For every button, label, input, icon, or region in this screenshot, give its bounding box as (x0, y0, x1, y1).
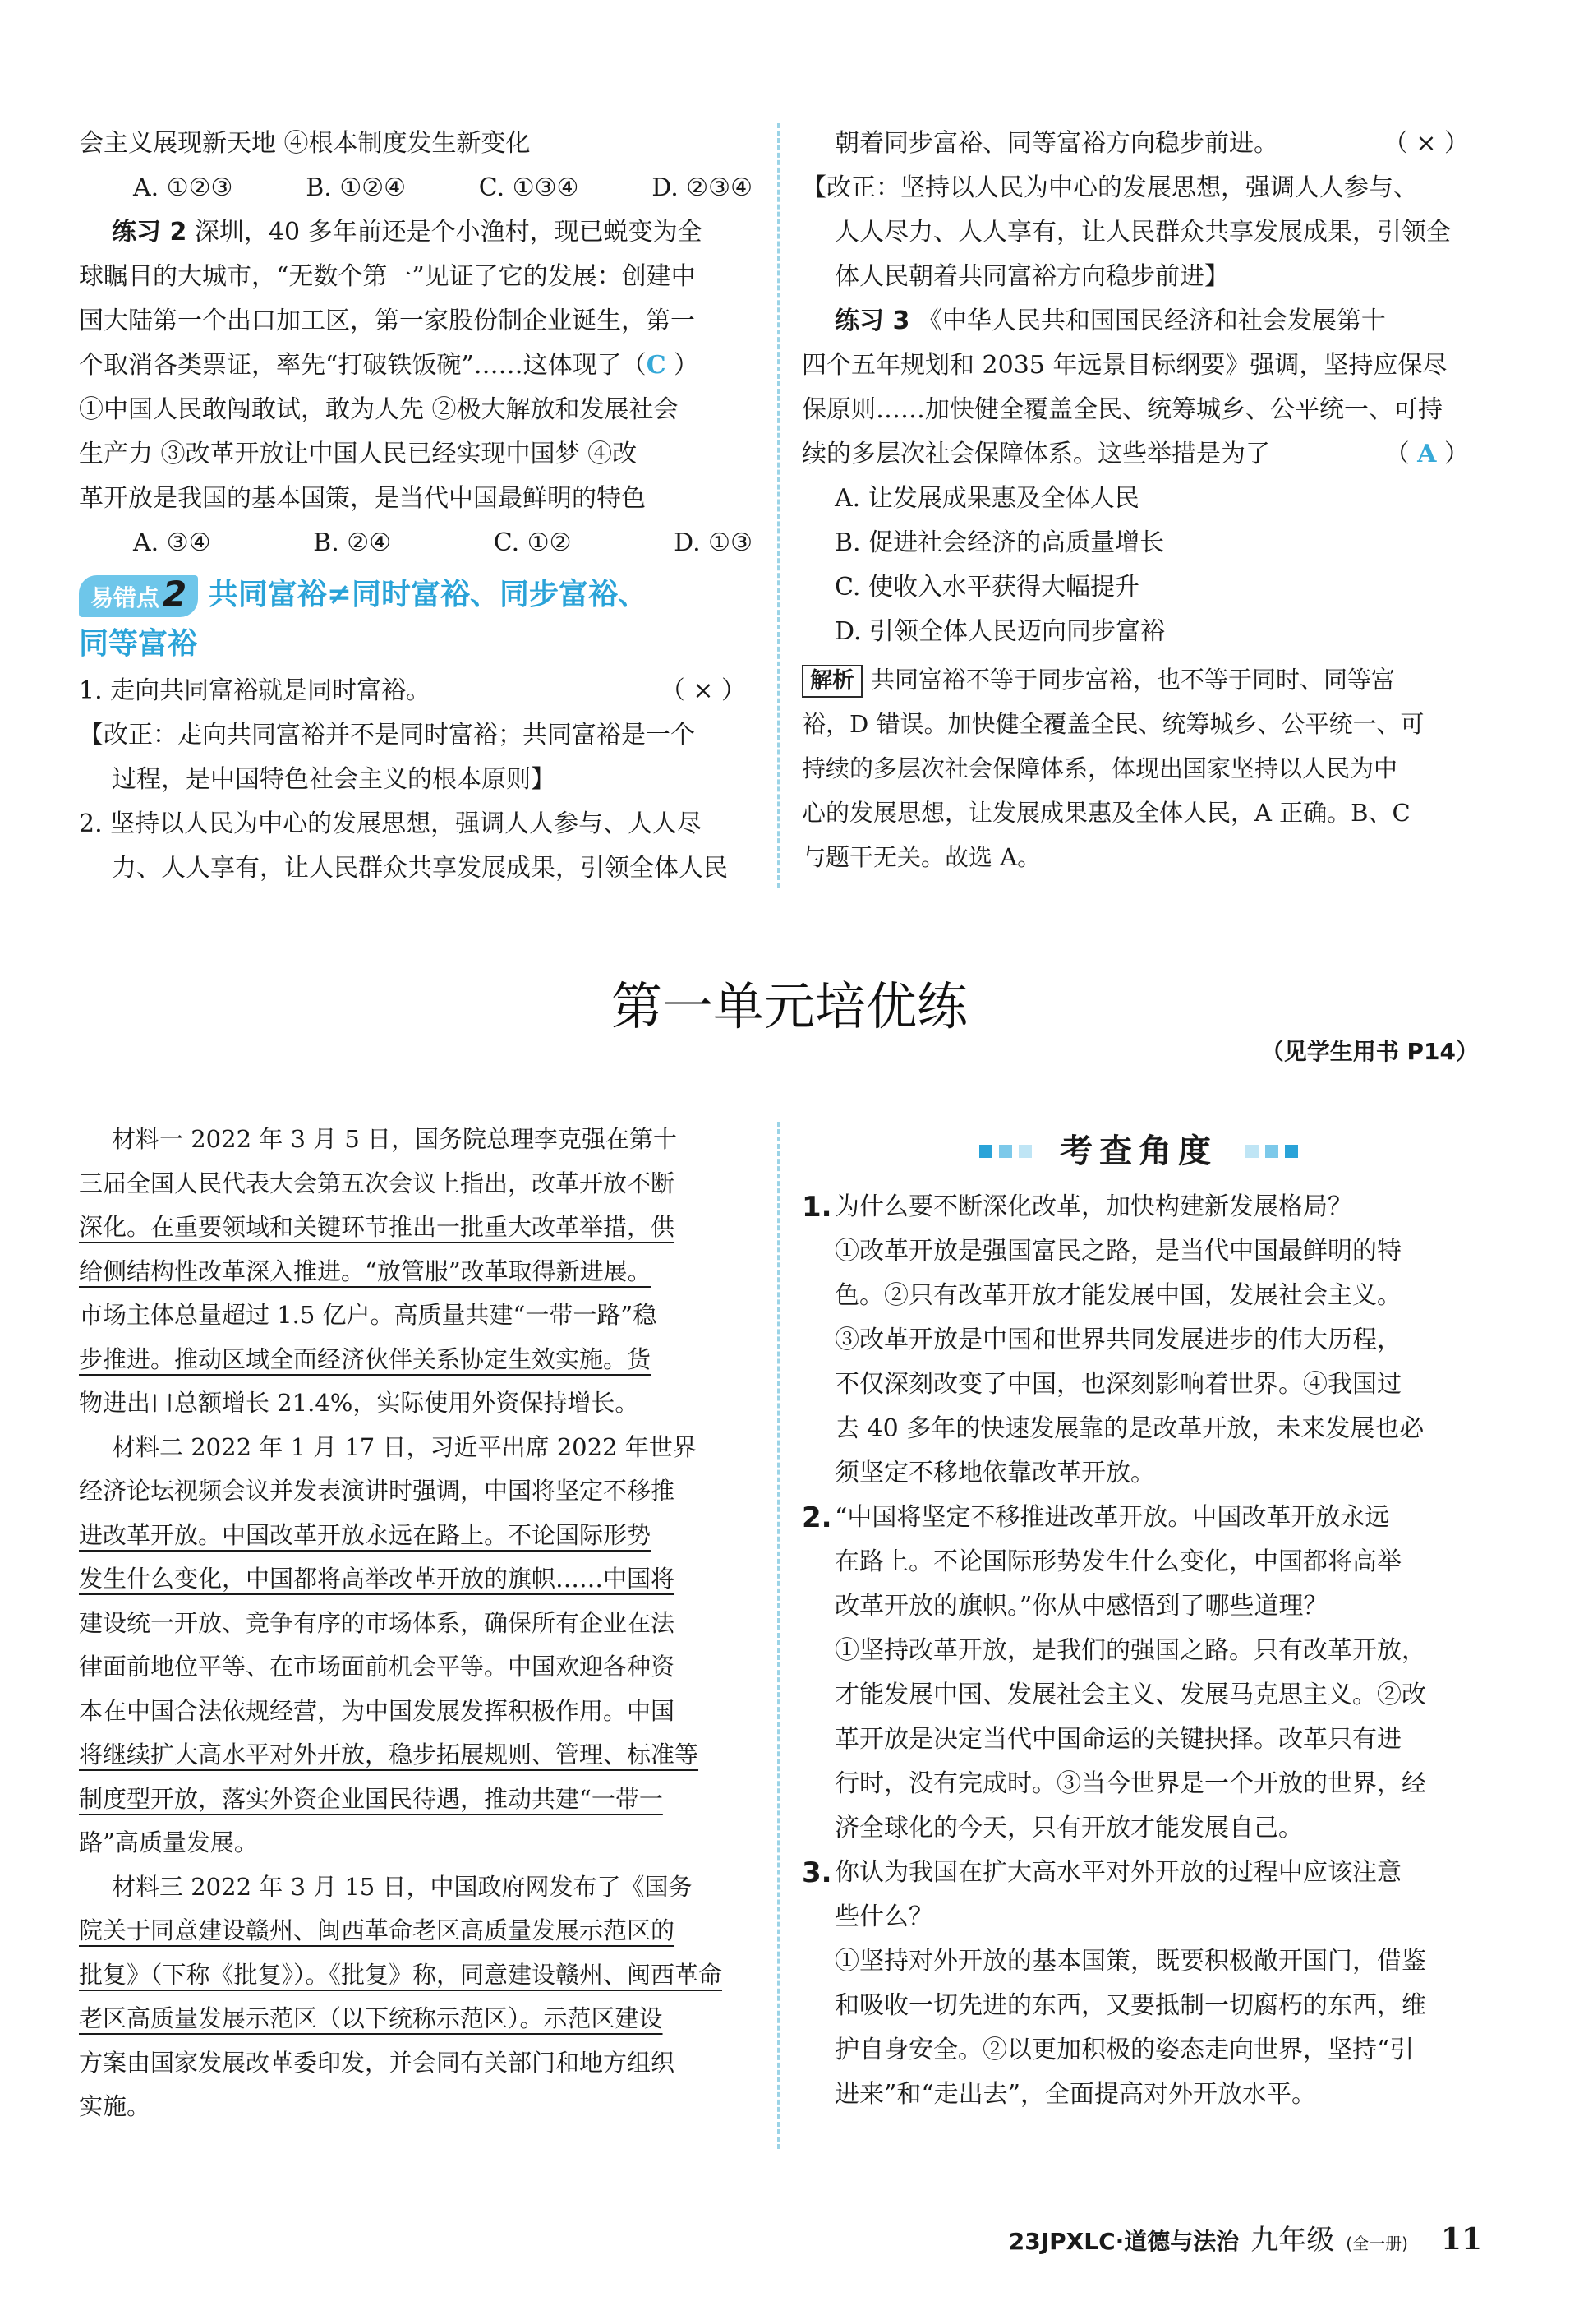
text-line: 深圳，40 多年前还是个小渔村，现已蜕变为全 (194, 218, 702, 247)
option-b: B. 促进社会经济的高质量增长 (835, 528, 1165, 557)
question-text: 为什么要不断深化改革，加快构建新发展格局？ (835, 1192, 1352, 1221)
text-line: 球瞩目的大城市，“无数个第一”见证了它的发展：创建中 (79, 262, 696, 291)
material-line: 市场主体总量超过 1.5 亿户。高质量共建“一带一路”稳 (79, 1301, 657, 1329)
volume-label: (全一册) (1346, 2234, 1408, 2253)
answer-line: 济全球化的今天，只有开放才能发展自己。 (835, 1814, 1303, 1842)
question-number: 2. (802, 1501, 832, 1534)
text-line: 四个五年规划和 2035 年远景目标纲要》强调，坚持应保尽 (802, 351, 1448, 380)
judgement-2: 2. 坚持以人民为中心的发展思想，强调人人参与、人人尽 (79, 809, 702, 838)
answer-line: ①改革开放是强国富民之路，是当代中国最鲜明的特 (835, 1237, 1402, 1266)
option-c: C. ①② (493, 528, 572, 557)
section-title: 第一单元培优练 (610, 976, 968, 1036)
analysis-line: 共同富裕不等于同步富裕，也不等于同时、同等富 (871, 666, 1396, 694)
options-row-1 (79, 166, 753, 210)
exercise-label: 练习 3 (835, 307, 910, 335)
option-d: D. ①③ (674, 528, 753, 557)
material-line: 深化。在重要领域和关键环节推出一批重大改革举措，供 (79, 1213, 675, 1241)
decoration-square (979, 1145, 992, 1158)
judgement-mark: （ × ） (1383, 129, 1469, 158)
error-point-badge: 易错点2 (79, 575, 198, 617)
material-line: 2022 年 3 月 15 日，中国政府网发布了《国务 (191, 1872, 693, 1901)
book-code: 23JPXLC·道德与法治 (1008, 2228, 1240, 2255)
material-line: 实施。 (79, 2092, 151, 2120)
analysis-line: 与题干无关。故选 A。 (802, 843, 1042, 871)
question-1 (802, 1185, 1475, 1229)
question-text: “中国将坚定不移推进改革开放。中国改革开放永远 (835, 1503, 1390, 1532)
handwritten-answer: C (646, 351, 666, 380)
option-c: C. ①③④ (478, 173, 579, 202)
error-point-title: 共同富裕≠同时富裕、同步富裕、 (208, 578, 647, 611)
material-line: 制度型开放，落实外资企业国民待遇，推动共建“一带一 (79, 1784, 663, 1813)
question-text: 些什么？ (835, 1902, 933, 1931)
material-line: 经济论坛视频会议并发表演讲时强调，中国将坚定不移推 (79, 1477, 675, 1505)
exam-heading-text: 考查角度 (1060, 1132, 1218, 1170)
judgement-mark: （ × ） (660, 676, 746, 705)
question-text: 在路上。不论国际形势发生什么变化，中国都将高举 (835, 1547, 1402, 1576)
material-line: 进改革开放。中国改革开放永远在路上。不论国际形势 (79, 1520, 651, 1549)
grade-label: 九年级 (1250, 2224, 1335, 2257)
correction-line: 【改正：坚持以人民为中心的发展思想，强调人人参与、 (802, 173, 1418, 202)
material-line: 律面前地位平等、在市场面前机会平等。中国欢迎各种资 (79, 1653, 675, 1681)
material-line: 院关于同意建设赣州、闽西革命老区高质量发展示范区的 (79, 1916, 675, 1944)
answer-line: ③改革开放是中国和世界共同发展进步的伟大历程， (835, 1326, 1402, 1354)
exam-heading (802, 1126, 1475, 1177)
material-line: 老区高质量发展示范区（以下统称示范区）。示范区建设 (79, 2004, 663, 2032)
answer-line: 和吸收一切先进的东西，又要抵制一切腐朽的东西，维 (835, 1991, 1426, 2020)
question-text: 你认为我国在扩大高水平对外开放的过程中应该注意 (835, 1858, 1402, 1887)
handwritten-answer: A (1417, 440, 1437, 468)
analysis-line: 持续的多层次社会保障体系，体现出国家坚持以人民为中 (802, 754, 1398, 782)
answer-line: 不仅深刻改变了中国，也深刻影响着世界。④我国过 (835, 1370, 1402, 1399)
text-line: 生产力 ③改革开放让中国人民已经实现中国梦 ④改 (79, 440, 638, 468)
material-line: 步推进。推动区域全面经济伙伴关系协定生效实施。货 (79, 1344, 651, 1373)
textbook-reference: （见学生用书 P14） (1260, 1038, 1479, 1065)
analysis-line: 心的发展思想，让发展成果惠及全体人民，A 正确。B、C (802, 799, 1411, 827)
option-c: C. 使收入水平获得大幅提升 (835, 573, 1139, 602)
option-b: B. ②④ (313, 528, 392, 557)
answer-line: 须坚定不移地依靠改革开放。 (835, 1459, 1155, 1487)
decoration-square (1285, 1145, 1298, 1158)
answer-line: ①坚持对外开放的基本国策，既要积极敞开国门，借鉴 (835, 1947, 1426, 1976)
answer-line: 进来”和“走出去”，全面提高对外开放水平。 (835, 2080, 1317, 2109)
material-label: 材料三 (112, 1872, 184, 1901)
question-text: 改革开放的旗帜。”你从中感悟到了哪些道理？ (835, 1592, 1328, 1621)
option-a: A. 让发展成果惠及全体人民 (835, 484, 1139, 513)
text-line: 朝着同步富裕、同等富裕方向稳步前进。 (835, 129, 1278, 158)
material-line: 三届全国人民代表大会第五次会议上指出，改革开放不断 (79, 1169, 675, 1197)
text-line: 保原则……加快健全覆盖全民、统筹城乡、公平统一、可持 (802, 395, 1443, 424)
judgement-2-cont: 力、人人享有，让人民群众共享发展成果，引领全体人民 (112, 854, 728, 883)
material-line: 发生什么变化，中国都将高举改革开放的旗帜……中国将 (79, 1565, 675, 1593)
analysis-label: 解析 (802, 665, 863, 698)
material-line: 2022 年 1 月 17 日，习近平出席 2022 年世界 (191, 1432, 697, 1461)
question-3 (802, 1851, 1475, 1895)
option-a: A. ③④ (133, 528, 211, 557)
answer-line: 去 40 多年的快速发展靠的是改革开放，未来发展也必 (835, 1414, 1425, 1443)
correction-line: 体人民朝着共同富裕方向稳步前进】 (835, 262, 1229, 291)
material-line: 批复》（下称《批复》）。《批复》称，同意建设赣州、闽西革命 (79, 1960, 723, 1989)
answer-line: 革开放是决定当代中国命运的关键抉择。改革只有进 (835, 1725, 1402, 1754)
column-divider-bottom (777, 1122, 780, 2149)
text-line: 国大陆第一个出口加工区，第一家股份制企业诞生，第一 (79, 307, 695, 335)
text-line: 会主义展现新天地 ④根本制度发生新变化 (79, 129, 531, 158)
option-b: B. ①②④ (306, 173, 407, 202)
correction-line: 人人尽力、人人享有，让人民群众共享发展成果，引领全 (835, 218, 1451, 247)
text-line: 《中华人民共和国国民经济和社会发展第十 (917, 307, 1386, 335)
error-point-heading (79, 570, 753, 620)
column-divider-top (777, 123, 780, 888)
text-line: 个取消各类票证，率先“打破铁饭碗”……这体现了（ (79, 351, 647, 380)
option-d: D. 引领全体人民迈向同步富裕 (835, 617, 1166, 646)
answer-line: ①坚持改革开放，是我们的强国之路。只有改革开放， (835, 1636, 1426, 1665)
top-left-column: 会主义展现新天地 ④根本制度发生新变化 A. ①②③ B. ①②④ C. ①③④ D. ②③④ 练习 2 深圳，40 多年前还是个小渔村，现已蜕变为全 球瞩目的大城市，“无数个第一”见证了它的发展：创建中 国大陆第一个出口加工区，第一家股份制企业诞生，第一 个取消各类票证，率先“打破铁饭碗”……这体现了（C ） ①中国人民敢闯敢试，敢为人先 ②极大解放和发展社会 生产力 ③改革开放让中国人民已经实现中国梦 ④改 革开放是我国的基本国策，是当代中国最鲜明的特色 A. ③④ B. ②④ C. ①② D. ①③ 易错点2 共同富裕≠同时富裕、同步富裕、 同等富裕 1. 走向共同富裕就是同时富裕。 （ × ） 【改正：走向共同富裕并不是同时富裕；共同富裕是一个 过程，是中国特色社会主义的根本原则】 2. 坚持以人民为中心的发展思想，强调人人参与、人人尽 力、人人享有，让人民群众共享发展成果，引领全体人民 (79, 122, 753, 891)
material-line: 将继续扩大高水平对外开放，稳步拓展规则、管理、标准等 (79, 1741, 699, 1768)
text-line: ①中国人民敢闯敢试，敢为人先 ②极大解放和发展社会 (79, 395, 679, 424)
exam-column (802, 1126, 1475, 2117)
material-label: 材料二 (112, 1432, 184, 1461)
option-a: A. ①②③ (133, 173, 233, 202)
material-line: 本在中国合法依规经营，为中国发展发挥积极作用。中国 (79, 1696, 675, 1725)
materials-column (79, 1118, 753, 2129)
material-line: 物进出口总额增长 21.4%，实际使用外资保持增长。 (79, 1389, 639, 1417)
option-d: D. ②③④ (651, 173, 753, 202)
answer-line: 色。②只有改革开放才能发展中国，发展社会主义。 (835, 1281, 1402, 1310)
text-line: 革开放是我国的基本国策，是当代中国最鲜明的特色 (79, 484, 646, 513)
top-right-column: 朝着同步富裕、同等富裕方向稳步前进。 （ × ） 【改正：坚持以人民为中心的发展思想，强调人人参与、 人人尽力、人人享有，让人民群众共享发展成果，引领全 体人民朝着共同富裕方向稳步前进】 练习 3 《中华人民共和国国民经济和社会发展第十 四个五年规划和 2035 年远景目标纲要》强调，坚持应保尽 保原则……加快健全覆盖全民、统筹城乡、公平统一、可持 续的多层次社会保障体系。这些举措是为了 （ A ） A. 让发展成果惠及全体人民 B. 促进社会经济的高质量增长 C. 使收入水平获得大幅提升 D. 引领全体人民迈向同步富裕 解析 共同富裕不等于同步富裕，也不等于同时、同等富 裕，D 错误。加快健全覆盖全民、统筹城乡、公平统一、可 持续的多层次社会保障体系，体现出国家坚持以人民为中 心的发展思想，让发展成果惠及全体人民，A 正确。B、C 与题干无关。故选 A。 (802, 122, 1475, 879)
material-label: 材料一 (112, 1125, 184, 1153)
page-number: 11 (1440, 2222, 1482, 2257)
question-number: 1. (802, 1191, 832, 1224)
answer-line: 才能发展中国、发展社会主义、发展马克思主义。②改 (835, 1681, 1426, 1709)
material-line: 建设统一开放、竞争有序的市场体系，确保所有企业在法 (79, 1608, 675, 1637)
error-point-title-2: 同等富裕 (79, 627, 198, 661)
page-footer (1009, 2217, 1482, 2257)
material-line: 2022 年 3 月 5 日，国务院总理李克强在第十 (191, 1125, 678, 1153)
question-number: 3. (802, 1856, 832, 1889)
correction-line: 【改正：走向共同富裕并不是同时富裕；共同富裕是一个 (79, 721, 695, 749)
material-line: 方案由国家发展改革委印发，并会同有关部门和地方组织 (79, 2048, 675, 2077)
text-line: 续的多层次社会保障体系。这些举措是为了 (802, 440, 1270, 468)
question-2 (802, 1496, 1475, 1540)
material-line: 路”高质量发展。 (79, 1828, 258, 1856)
correction-line: 过程，是中国特色社会主义的根本原则】 (112, 765, 555, 794)
material-line: 给侧结构性改革深入推进。“放管服”改革取得新进展。 (79, 1257, 651, 1285)
answer-line: 行时，没有完成时。③当今世界是一个开放的世界，经 (835, 1769, 1426, 1798)
options-row-2 (79, 521, 753, 565)
analysis-block (802, 657, 1475, 879)
judgement-1: 1. 走向共同富裕就是同时富裕。 (79, 676, 431, 705)
answer-line: 护自身安全。②以更加积极的姿态走向世界，坚持“引 (835, 2036, 1415, 2064)
exercise-label: 练习 2 (112, 218, 187, 247)
analysis-line: 裕，D 错误。加快健全覆盖全民、统筹城乡、公平统一、可 (802, 710, 1425, 738)
